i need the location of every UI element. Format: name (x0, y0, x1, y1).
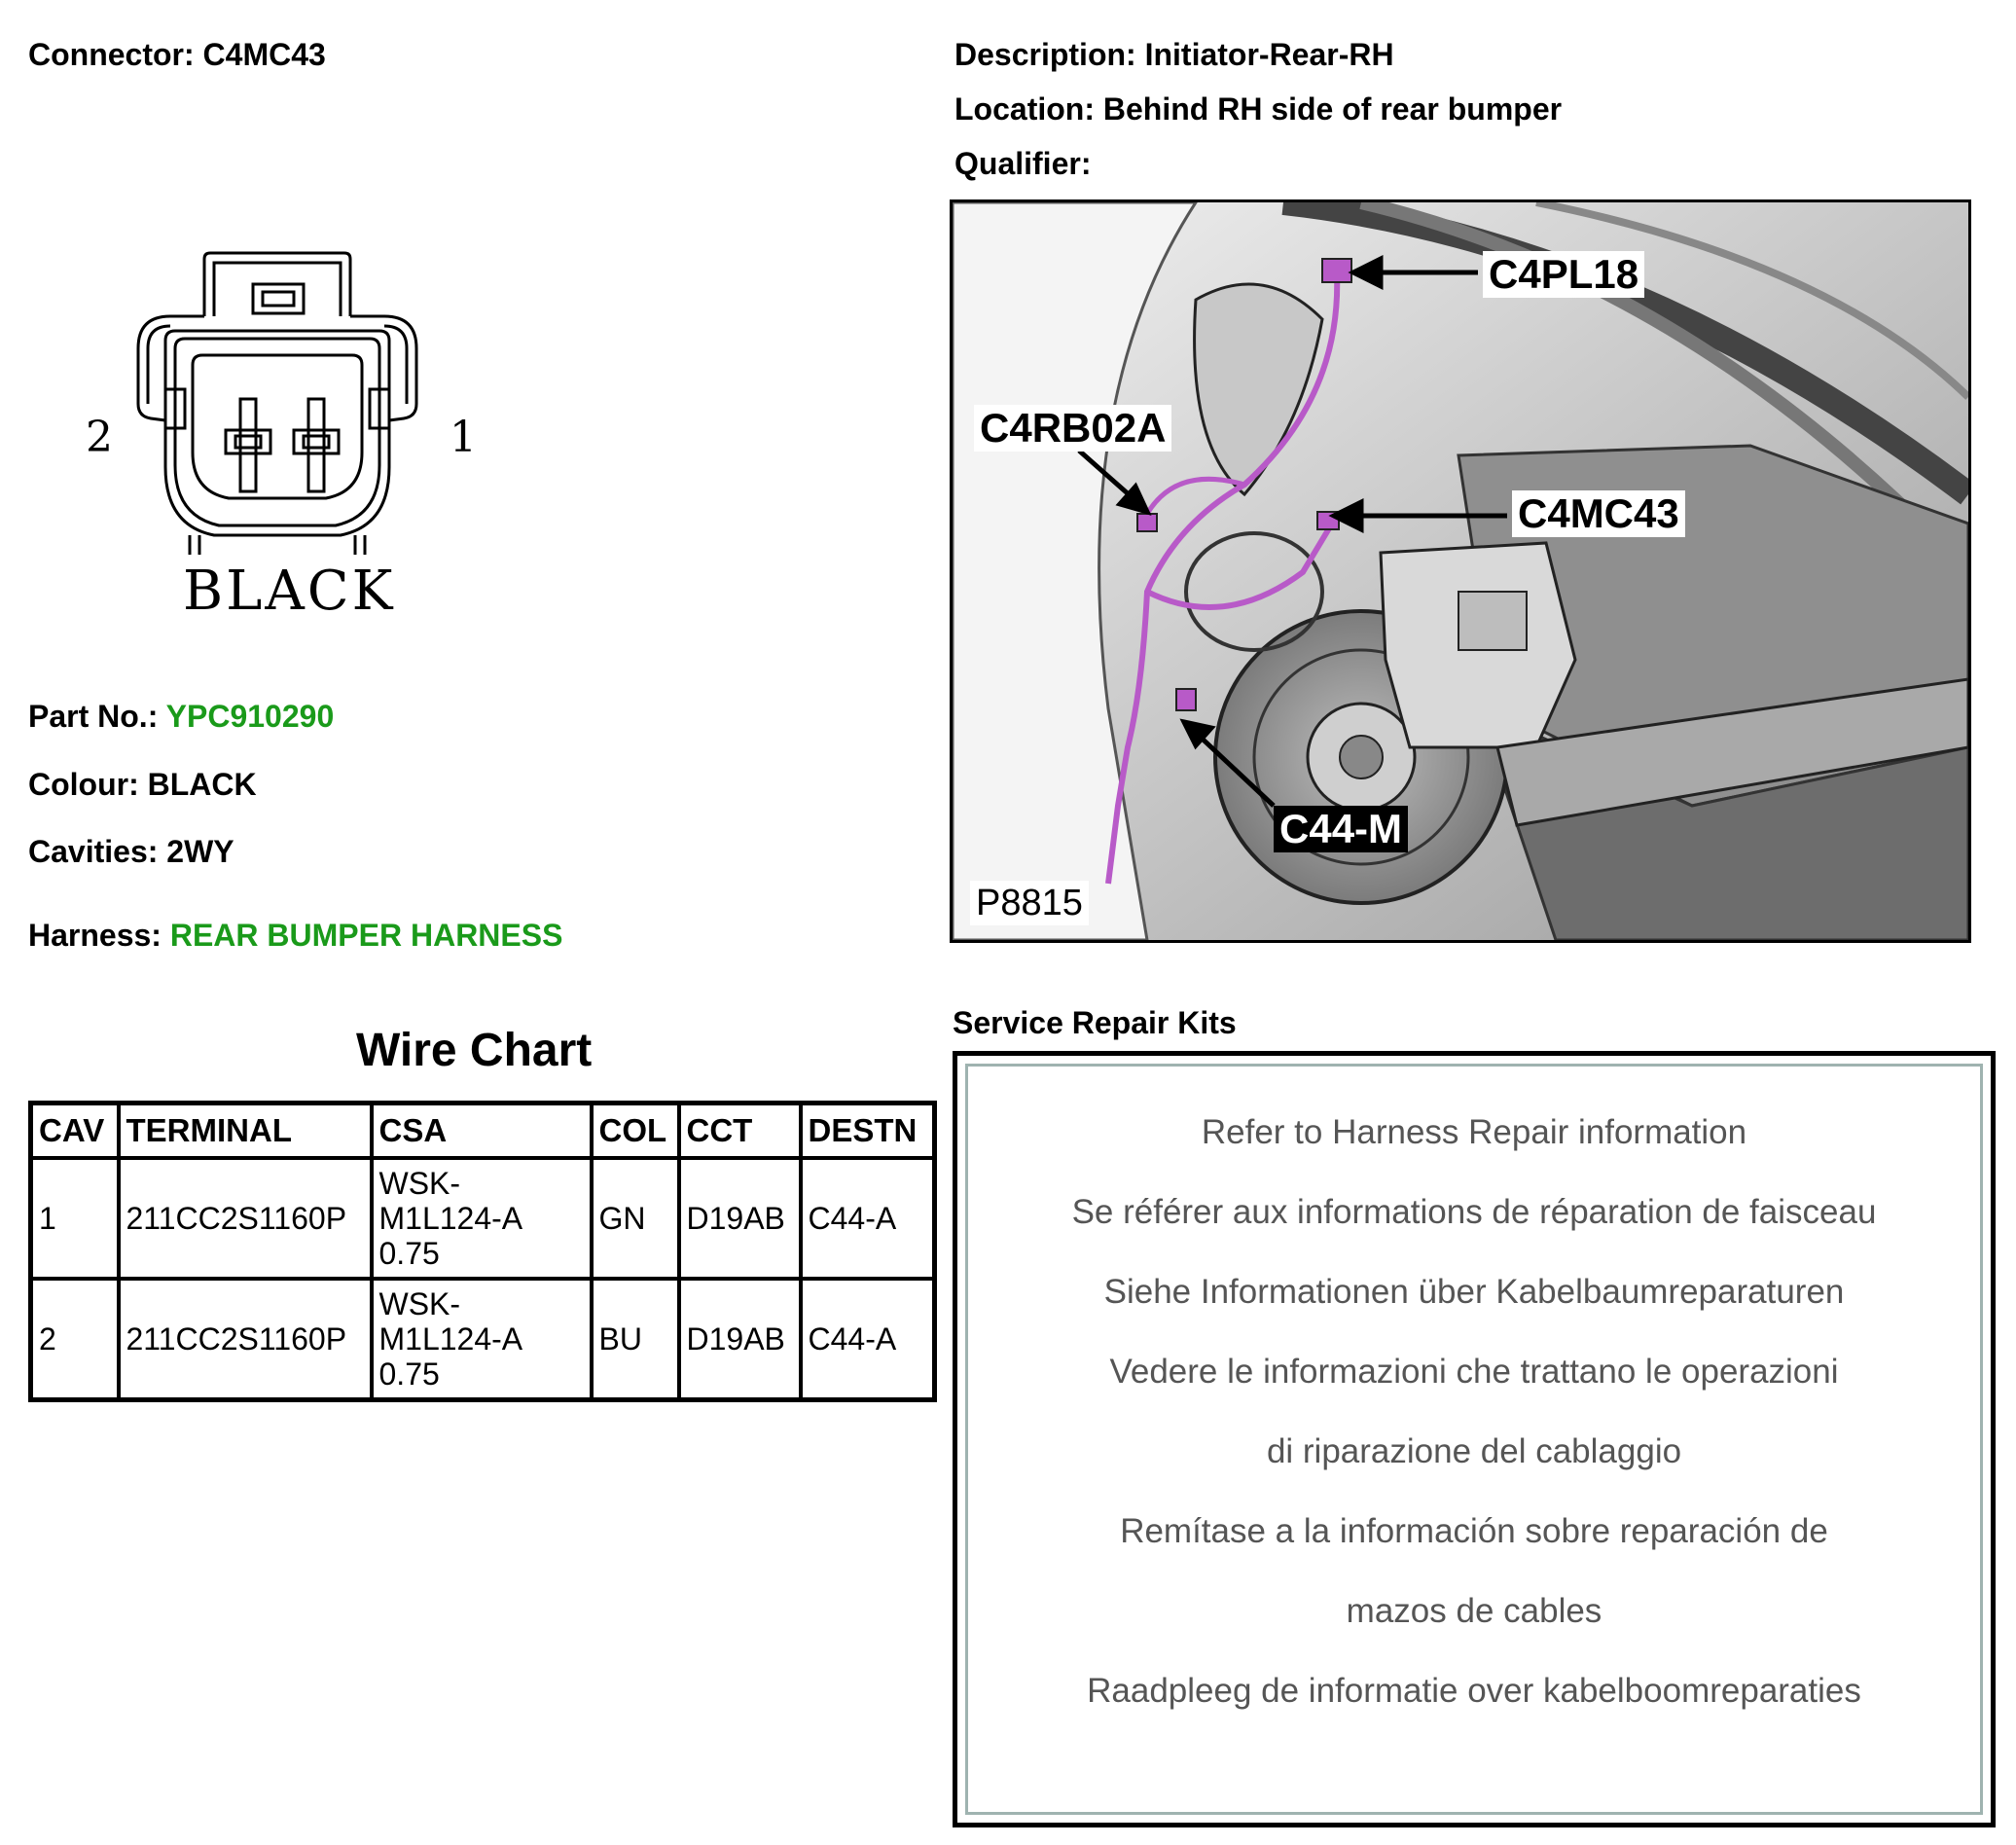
csa-line: 0.75 (378, 1236, 440, 1271)
part-no-link[interactable]: YPC910290 (165, 699, 335, 734)
header-cav: CAV (31, 1103, 119, 1159)
description-value: Initiator-Rear-RH (1144, 37, 1394, 72)
callout-c44-m: C44-M (1274, 806, 1408, 852)
cell-terminal: 211CC2S1160P (119, 1279, 372, 1400)
cell-cav: 1 (31, 1158, 119, 1279)
cell-csa (372, 1279, 592, 1400)
cell-terminal: 211CC2S1160P (119, 1158, 372, 1279)
part-no-row (28, 699, 334, 735)
table-row (31, 1158, 935, 1279)
repair-info-line-it-1: Vedere le informazioni che trattano le operazioni (1109, 1353, 1839, 1391)
description-label: Description: (954, 37, 1136, 72)
colour-label: Colour: (28, 767, 139, 802)
callout-c4pl18: C4PL18 (1483, 251, 1644, 298)
cell-col: BU (592, 1279, 679, 1400)
repair-kits-panel (953, 1051, 1996, 1827)
cell-cct: D19AB (679, 1279, 801, 1400)
part-no-label: Part No.: (28, 699, 159, 734)
connector-latch-inner (214, 263, 341, 316)
repair-info-line-fr: Se référer aux informations de réparation de faisceau (1071, 1193, 1877, 1231)
header-csa: CSA (372, 1103, 592, 1159)
cell-cct: D19AB (679, 1158, 801, 1279)
csa-line: M1L124-A (378, 1321, 523, 1357)
repair-info-line-en: Refer to Harness Repair information (1201, 1113, 1747, 1151)
cavity-number-1: 1 (450, 413, 477, 462)
photo-reference-id: P8815 (970, 881, 1089, 925)
repair-info-line-es-2: mazos de cables (1346, 1592, 1602, 1630)
connector-value: C4MC43 (202, 37, 326, 72)
table-header-row (31, 1103, 935, 1159)
cavities-label: Cavities: (28, 834, 159, 869)
csa-line: WSK- (378, 1166, 461, 1201)
cell-csa (372, 1158, 592, 1279)
qualifier-heading (954, 146, 1091, 182)
cell-col: GN (592, 1158, 679, 1279)
qualifier-label: Qualifier: (954, 146, 1092, 181)
header-cct: CCT (679, 1103, 801, 1159)
wire-chart-title: Wire Chart (356, 1025, 593, 1076)
location-photo (950, 199, 1971, 943)
cavity-number-2: 2 (86, 413, 113, 462)
location-value: Behind RH side of rear bumper (1102, 91, 1563, 127)
cavities-row (28, 834, 234, 870)
location-label: Location: (954, 91, 1095, 127)
cell-cav: 2 (31, 1279, 119, 1400)
csa-line: M1L124-A (378, 1201, 523, 1236)
repair-info-line-es-1: Remítase a la información sobre reparación de (1120, 1512, 1828, 1550)
repair-info-line-it-2: di riparazione del cablaggio (1266, 1432, 1682, 1470)
colour-row (28, 767, 257, 803)
connector-label: Connector: (28, 37, 195, 72)
callout-c4rb02a: C4RB02A (974, 405, 1171, 452)
callout-c4mc43: C4MC43 (1512, 490, 1685, 537)
harness-label: Harness: (28, 918, 162, 953)
cell-destn: C44-A (801, 1158, 935, 1279)
connector-body (165, 331, 389, 535)
description-heading (954, 37, 1394, 73)
header-terminal: TERMINAL (119, 1103, 372, 1159)
cavities-value: 2WY (166, 834, 234, 869)
header-col: COL (592, 1103, 679, 1159)
wire-chart-table (28, 1101, 937, 1402)
harness-link[interactable]: REAR BUMPER HARNESS (169, 918, 563, 953)
connector-colour-text: BLACK (183, 560, 396, 623)
service-repair-kits-title: Service Repair Kits (953, 1005, 1237, 1040)
csa-line: 0.75 (378, 1357, 440, 1392)
repair-kits-inner-frame (965, 1064, 1983, 1815)
repair-info-line-de: Siehe Informationen über Kabelbaumreparaturen (1103, 1273, 1845, 1311)
location-heading (954, 91, 1562, 127)
table-row (31, 1279, 935, 1400)
connector-face-diagram (78, 243, 486, 555)
connector-heading (28, 37, 326, 73)
csa-line: WSK- (378, 1286, 461, 1321)
location-illustration (953, 202, 1968, 940)
terminal-1 (294, 399, 339, 491)
latch-window (253, 284, 304, 313)
colour-value: BLACK (147, 767, 257, 802)
header-destn: DESTN (801, 1103, 935, 1159)
cell-destn: C44-A (801, 1279, 935, 1400)
latch-window-inner (263, 292, 294, 306)
cavity-area (193, 355, 362, 498)
repair-info-line-nl: Raadpleeg de informatie over kabelboomreparaties (1087, 1672, 1861, 1710)
terminal-2 (226, 399, 270, 491)
harness-row (28, 918, 562, 954)
